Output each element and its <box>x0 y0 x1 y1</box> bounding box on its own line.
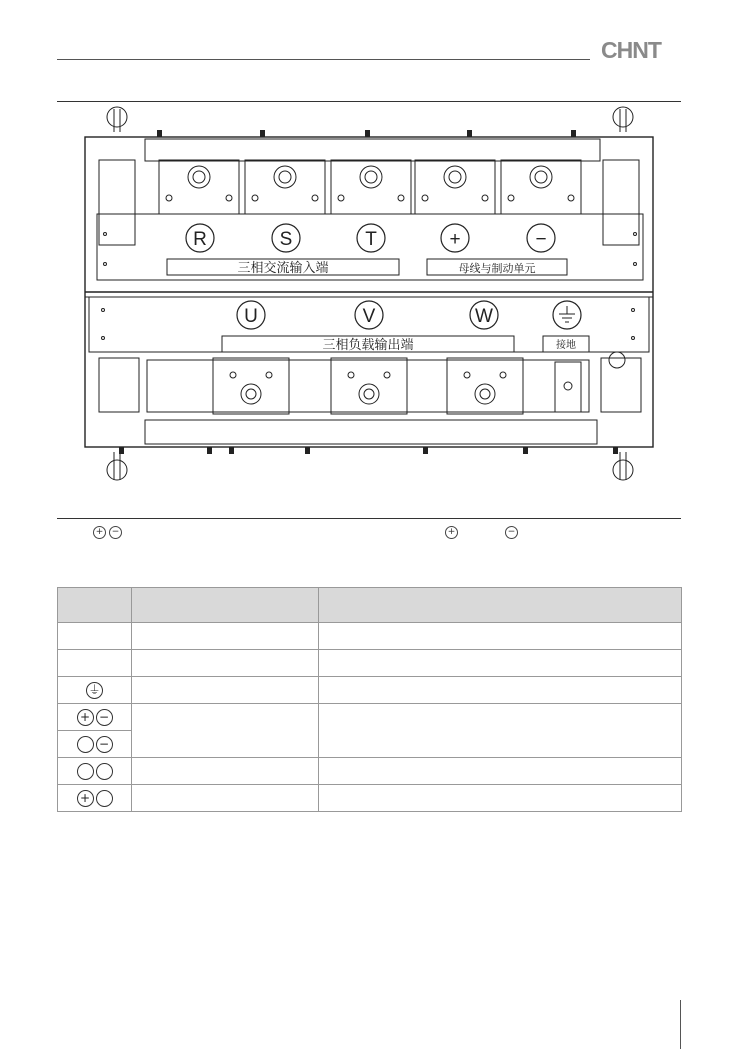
table-row <box>58 650 682 677</box>
chnt-logo: CHNT <box>601 37 661 63</box>
plus-symbol: + <box>77 790 94 807</box>
ground-caption: 接地 <box>556 340 576 351</box>
output-terminal-symbols <box>237 301 581 329</box>
input-busbars <box>159 160 581 214</box>
input-caption: 三相交流输入端 <box>237 260 329 275</box>
dc-caption: 母线与制动单元 <box>458 263 536 275</box>
ground-icon: ⏚ <box>86 682 103 699</box>
page-edge-rule <box>680 1000 681 1049</box>
lifting-eye-icon <box>107 452 127 480</box>
table-row <box>58 677 682 704</box>
table-row <box>58 623 682 650</box>
terminal-label-s: S <box>279 229 293 250</box>
blank-symbol <box>77 763 94 780</box>
ground-icon <box>559 306 575 322</box>
plus-symbol: + <box>93 526 106 539</box>
output-caption: 三相负载输出端 <box>322 337 414 352</box>
minus-symbol: − <box>109 526 122 539</box>
table-header-cell <box>319 588 682 623</box>
lifting-eye-icon <box>613 107 633 132</box>
table-header-row <box>58 588 682 623</box>
minus-symbol: − <box>96 709 113 726</box>
terminal-label-w: W <box>475 306 493 327</box>
terminal-label-u: U <box>244 306 258 327</box>
table-row <box>58 704 682 731</box>
table-header-cell <box>58 588 132 623</box>
blank-symbol <box>96 763 113 780</box>
minus-symbol: − <box>505 526 518 539</box>
plus-symbol: + <box>445 526 458 539</box>
terminal-block-diagram <box>57 102 681 517</box>
lifting-eye-icon <box>613 452 633 480</box>
terminal-label-v: V <box>362 306 376 327</box>
plus-symbol: + <box>77 709 94 726</box>
terminal-table <box>57 587 682 812</box>
header-rule <box>57 59 590 60</box>
table-row <box>58 758 682 785</box>
blank-symbol <box>96 790 113 807</box>
lifting-eye-icon <box>107 107 127 132</box>
minus-symbol: − <box>96 736 113 753</box>
terminal-label-minus: − <box>535 229 547 250</box>
terminal-label-plus: + <box>449 229 461 250</box>
terminal-label-r: R <box>193 229 207 250</box>
output-busbars <box>213 358 581 414</box>
blank-symbol <box>77 736 94 753</box>
figure-bottom-rule <box>57 518 681 519</box>
terminal-label-t: T <box>365 229 377 250</box>
table-header-cell <box>132 588 319 623</box>
table-row <box>58 785 682 812</box>
